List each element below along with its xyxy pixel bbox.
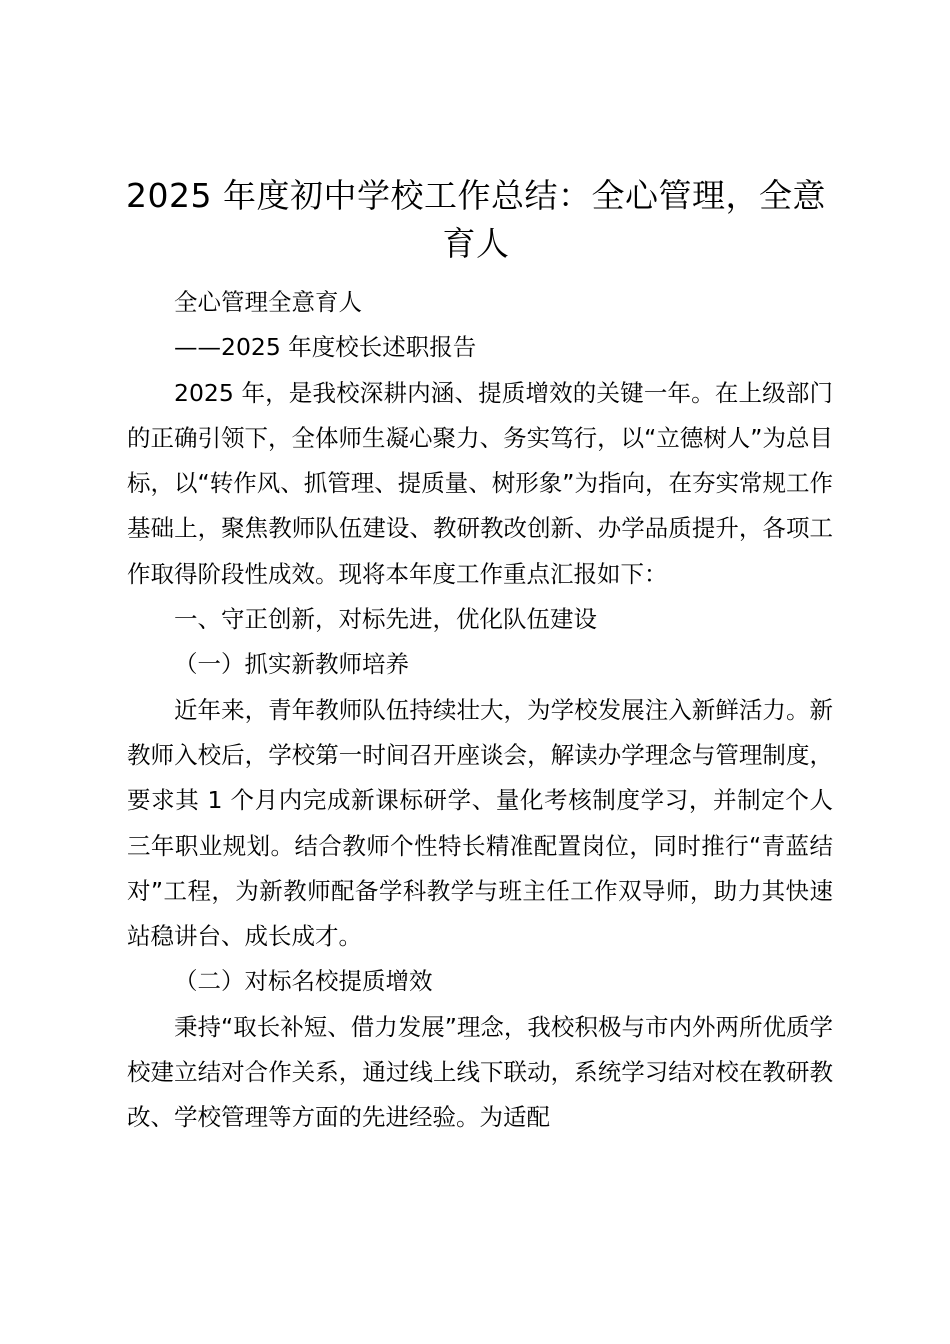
section-heading: 一、守正创新，对标先进，优化队伍建设 [174, 605, 597, 634]
report-subtitle: ——2025 年度校长述职报告 [174, 333, 477, 362]
document-body [127, 280, 833, 1141]
intro-paragraph: 2025 年，是我校深耕内涵、提质增效的关键一年。在上级部门的正确引领下，全体师生凝心聚力、务实笃行，以“立德树人”为总目标，以“转作风、抓管理、提质量、树形象”为指向，在夯实常规工作基础上，聚焦教师队伍建设、教研教改创新、办学品质提升，各项工作取得阶段性成效。现将本年度工作重点汇报如下： [127, 378, 833, 588]
subsection-heading: （一）抓实新教师培养 [174, 650, 409, 679]
document-title: 2025 年度初中学校工作总结：全心管理，全意育人 [126, 176, 826, 263]
subsection-heading: （二）对标名校提质增效 [174, 967, 433, 996]
subtitle-line: 全心管理全意育人 [174, 288, 362, 316]
body-paragraph: 近年来，青年教师队伍持续壮大，为学校发展注入新鲜活力。新教师入校后，学校第一时间召开座谈会，解读办学理念与管理制度，要求其 1 个月内完成新课标研学、量化考核制度学习，并制定个人三年职业规划。结合教师个性特长精准配置岗位，同时推行“青蓝结对”工程，为新教师配备学科教学与班主任工作双导师，助力其快速站稳讲台、成长成才。 [127, 695, 833, 951]
body-paragraph: 秉持“取长补短、借力发展”理念，我校积极与市内外两所优质学校建立结对合作关系，通过线上线下联动，系统学习结对校在教研教改、学校管理等方面的先进经验。为适配 [127, 1012, 833, 1132]
